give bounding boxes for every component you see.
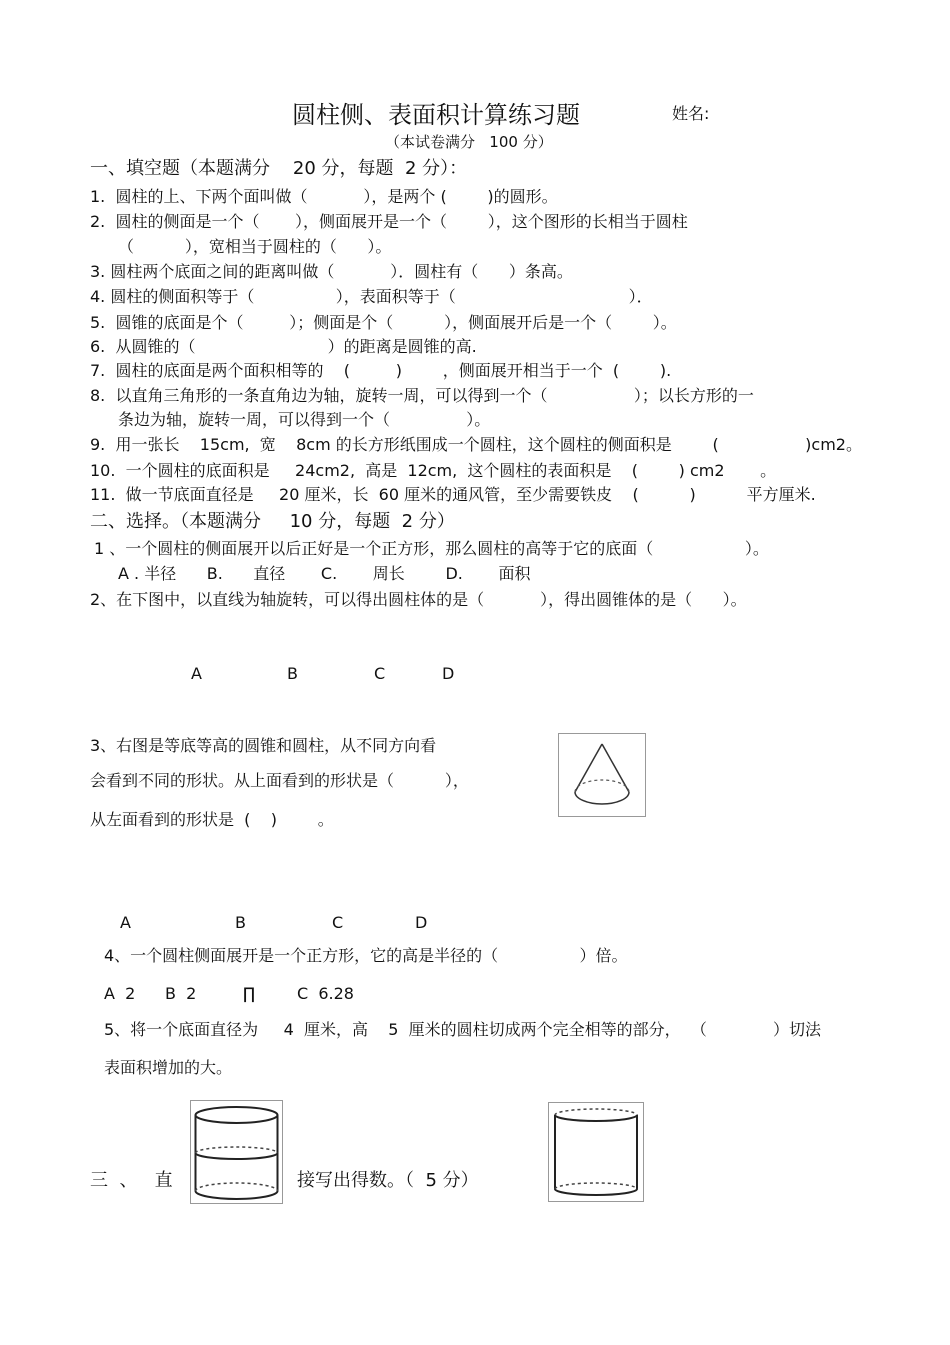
section3-heading-end: 接写出得数。（ 5 分） [297,1170,479,1191]
cone-icon [559,734,645,816]
choice-q3-line1: 3、右图是等底等高的圆锥和圆柱，从不同方向看 [90,736,437,755]
fill-item-8-cont: 条边为轴，旋转一周，可以得到一个（ ）。 [118,410,491,429]
fill-item-2-cont: （ ），宽相当于圆柱的（ ）。 [118,237,392,256]
name-label: 姓名: [672,104,710,123]
section1-heading: 一、填空题（本题满分 20 分，每题 2 分）： [90,158,468,179]
cylinder-icon [549,1103,643,1201]
page-subtitle: （本试卷满分 100 分） [385,133,553,151]
q3-label-a: A [120,913,131,932]
choice-q1: 1 、一个圆柱的侧面展开以后正好是一个正方形，那么圆柱的高等于它的底面（ ）。 [94,539,769,558]
choice-q5-line1: 5、将一个底面直径为 4 厘米，高 5 厘米的圆柱切成两个完全相等的部分， （ ）切法 [104,1020,821,1039]
q3-label-b: B [235,913,246,932]
cone-figure [558,733,646,817]
choice-q1-options: A . 半径 B. 直径 C. 周长 D. 面积 [118,564,531,583]
fill-item-5: 5. 圆锥的底面是个（ ）；侧面是个（ ），侧面展开后是一个（ ）。 [90,313,677,332]
section2-heading: 二、选择。（本题满分 10 分，每题 2 分） [90,511,455,532]
fill-item-11: 11. 做一节底面直径是 20 厘米，长 60 厘米的通风管，至少需要铁皮 ( ) 平方厘米. [90,485,816,504]
fill-item-4: 4. 圆柱的侧面积等于（ ），表面积等于（ ）． [90,287,653,306]
cylinder-vertical-figure [548,1102,644,1202]
q2-label-d: D [442,664,455,683]
q4-option-c: C 6.28 [297,984,354,1003]
choice-q4: 4、一个圆柱侧面展开是一个正方形，它的高是半径的（ ）倍。 [104,946,628,965]
fill-item-6: 6. 从圆锥的（ ）的距离是圆锥的高. [90,337,477,356]
choice-q2: 2、在下图中，以直线为轴旋转，可以得出圆柱体的是（ ），得出圆锥体的是（ ）。 [90,590,747,609]
q2-label-c: C [374,664,386,683]
fill-item-2: 2. 圆柱的侧面是一个（ ），侧面展开是一个（ ），这个图形的长相当于圆柱 [90,212,688,231]
q3-label-c: C [332,913,344,932]
q2-label-a: A [191,664,202,683]
choice-q3-line3: 从左面看到的形状是 ( ) 。 [90,810,334,829]
q2-label-b: B [287,664,298,683]
section3-heading-start: 三 、 直 [90,1170,173,1191]
fill-item-1: 1. 圆柱的上、下两个面叫做（ ），是两个 ( )的圆形。 [90,187,558,206]
fill-item-3: 3. 圆柱两个底面之间的距离叫做（ ）．圆柱有（ ）条高。 [90,262,573,281]
fill-item-8: 8. 以直角三角形的一条直角边为轴，旋转一周，可以得到一个（ ）；以长方形的一 [90,386,754,405]
fill-item-7: 7. 圆柱的底面是两个面积相等的 ( ) ，侧面展开相当于一个 ( ). [90,361,672,380]
q4-option-pi: ∏ [243,984,256,1003]
cylinder-icon [191,1101,282,1203]
q3-label-d: D [415,913,428,932]
q4-option-a: A 2 [104,984,136,1003]
q4-option-b: B 2 [165,984,197,1003]
choice-q5-line2: 表面积增加的大。 [104,1058,233,1077]
choice-q3-line2: 会看到不同的形状。从上面看到的形状是（ ）， [90,771,469,790]
fill-item-9: 9. 用一张长 15cm, 宽 8cm 的长方形纸围成一个圆柱，这个圆柱的侧面积是 ( )cm2。 [90,435,862,454]
cylinder-horizontal-cut-figure [190,1100,283,1204]
page-title: 圆柱侧、表面积计算练习题 [292,101,580,129]
fill-item-10: 10. 一个圆柱的底面积是 24cm2, 高是 12cm, 这个圆柱的表面积是 ( ) cm2 。 [90,461,777,480]
